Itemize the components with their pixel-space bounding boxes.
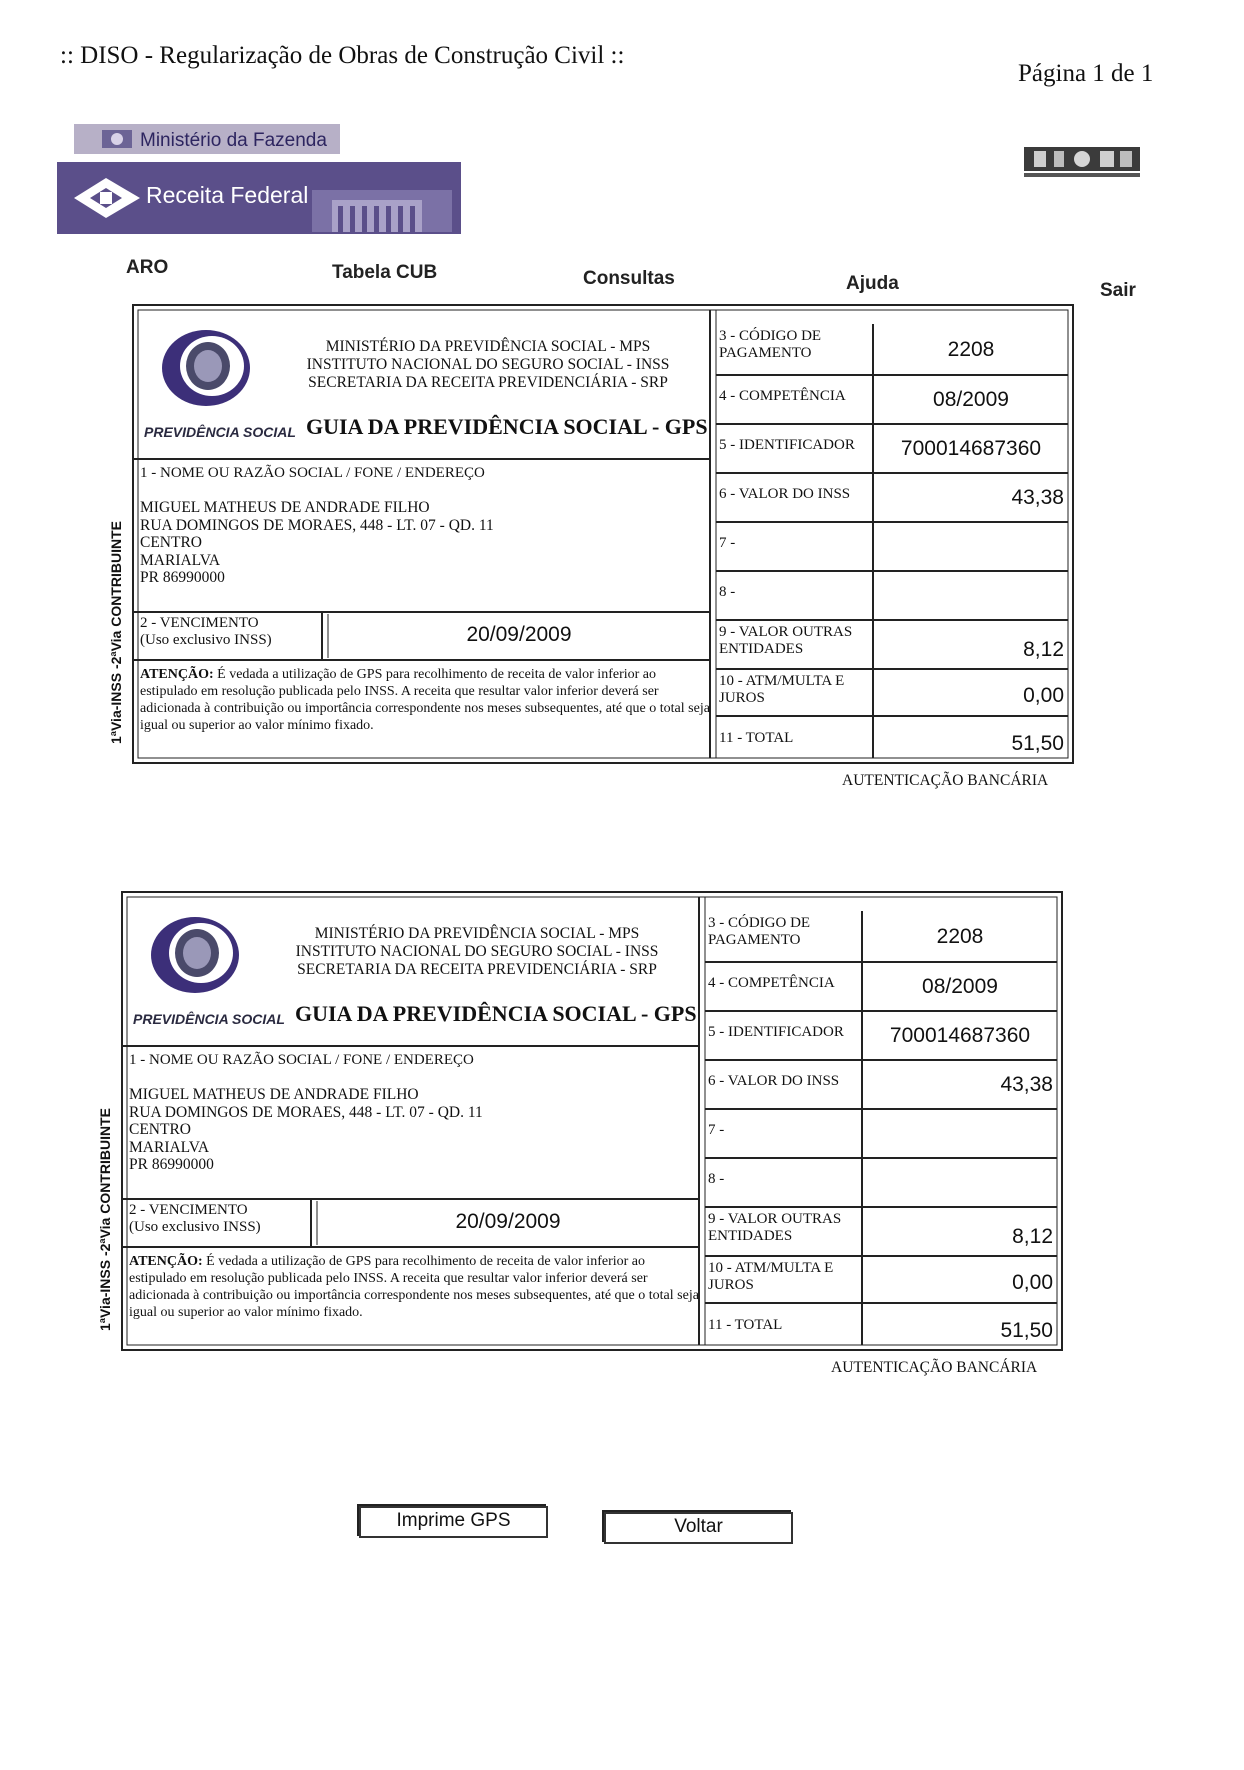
field-4-label: 4 - COMPETÊNCIA (708, 975, 835, 991)
ministry-label: Ministério da Fazenda (140, 130, 327, 151)
taxpayer-district: CENTRO (140, 534, 202, 551)
field-1-label: 1 - NOME OU RAZÃO SOCIAL / FONE / ENDEREÇO (140, 465, 485, 481)
attention-text: É vedada a utilização de GPS para recolhimento de receita de valor inferior ao estipulado em resolução publicada pelo INSS. A receita que resultar valor inferior deverá ser adicionada à contribuição ou importância correspondente nos meses subsequentes, até que o total seja igual ou superior ao valor mínimo fixado. (129, 1254, 699, 1320)
field-3-label-line-2: PAGAMENTO (719, 345, 812, 361)
ministry-line-srp: SECRETARIA DA RECEITA PREVIDENCIÁRIA - SRP (297, 961, 657, 978)
taxpayer-district: CENTRO (129, 1121, 191, 1138)
attention-text: É vedada a utilização de GPS para recolhimento de receita de valor inferior ao estipulado em resolução publicada pelo INSS. A receita que resultar valor inferior deverá ser adicionada à contribuição ou importância correspondente nos meses subsequentes, até que o total seja igual ou superior ao valor mínimo fixado. (140, 667, 710, 733)
field-5-label: 5 - IDENTIFICADOR (708, 1024, 844, 1040)
nav-aro[interactable]: ARO (126, 257, 169, 278)
taxpayer-state-zip: PR 86990000 (140, 569, 225, 586)
field-1-label: 1 - NOME OU RAZÃO SOCIAL / FONE / ENDEREÇO (129, 1052, 474, 1068)
field-10-label-line-1: 10 - ATM/MULTA E (719, 673, 845, 689)
competencia-value: 08/2009 (922, 975, 998, 998)
nav-tabela-cub[interactable]: Tabela CUB (332, 262, 438, 283)
attention-notice (129, 1253, 699, 1321)
nav-ajuda[interactable]: Ajuda (846, 273, 899, 294)
field-3-label (708, 915, 810, 949)
autenticacao-bancaria-label: AUTENTICAÇÃO BANCÁRIA (831, 1359, 1038, 1376)
field-10-label (719, 673, 844, 707)
previdencia-logo-icon (147, 913, 243, 997)
field-7-label: 7 - (719, 535, 736, 551)
taxpayer-city: MARIALVA (140, 551, 221, 569)
atm-multa-juros-value: 0,00 (1012, 1271, 1053, 1294)
receita-federal-logo-icon (70, 172, 144, 222)
page-title: :: DISO - Regularização de Obras de Construção Civil :: (60, 42, 625, 69)
field-8-label: 8 - (708, 1171, 725, 1187)
field-11-label: 11 - TOTAL (719, 730, 794, 746)
back-button[interactable]: Voltar (604, 1512, 793, 1544)
field-4-label: 4 - COMPETÊNCIA (719, 388, 846, 404)
attention-heading: ATENÇÃO: (140, 667, 214, 682)
codigo-pagamento-value: 2208 (936, 925, 984, 948)
total-value: 51,50 (1000, 1319, 1053, 1342)
field-10-label-line-2: JUROS (708, 1277, 754, 1293)
field-7-label: 7 - (708, 1122, 725, 1138)
previdencia-social-label: PREVIDÊNCIA SOCIAL (144, 424, 296, 440)
field-2-label-line-1: 2 - VENCIMENTO (140, 615, 259, 631)
attention-heading: ATENÇÃO: (129, 1254, 203, 1269)
field-3-label-line-1: 3 - CÓDIGO DE (719, 328, 822, 344)
ministry-emblem-icon (100, 126, 134, 152)
page-indicator: Página 1 de 1 (1018, 60, 1154, 87)
field-3-label-line-1: 3 - CÓDIGO DE (708, 915, 811, 931)
field-10-label (708, 1260, 833, 1294)
building-image-icon (312, 190, 452, 232)
gps-form-copy-2 (97, 889, 1099, 1376)
receita-federal-label: Receita Federal (146, 182, 309, 208)
field-9-label-line-2: ENTIDADES (708, 1228, 793, 1244)
nav-sair[interactable]: Sair (1100, 280, 1136, 301)
valor-inss-value: 43,38 (1011, 486, 1064, 509)
autenticacao-bancaria-label: AUTENTICAÇÃO BANCÁRIA (842, 772, 1049, 789)
field-9-label-line-2: ENTIDADES (719, 641, 804, 657)
field-10-label-line-1: 10 - ATM/MULTA E (708, 1260, 834, 1276)
field-10-label-line-2: JUROS (719, 690, 765, 706)
taxpayer-street: RUA DOMINGOS DE MORAES, 448 - LT. 07 - QD. 11 (129, 1103, 483, 1121)
vencimento-value: 20/09/2009 (455, 1210, 561, 1233)
ministry-header (288, 338, 688, 392)
ministry-header (277, 925, 677, 979)
previdencia-logo-icon (158, 326, 254, 410)
taxpayer-state-zip: PR 86990000 (129, 1156, 214, 1173)
print-gps-button[interactable]: Imprime GPS (359, 1506, 548, 1538)
field-6-label: 6 - VALOR DO INSS (719, 486, 851, 502)
field-2-label (129, 1202, 261, 1236)
atm-multa-juros-value: 0,00 (1023, 684, 1064, 707)
valor-inss-value: 43,38 (1000, 1073, 1053, 1096)
field-3-label-line-2: PAGAMENTO (708, 932, 801, 948)
valor-outras-entidades-value: 8,12 (1012, 1225, 1053, 1248)
ministry-line-inss: INSTITUTO NACIONAL DO SEGURO SOCIAL - INSS (306, 356, 670, 373)
ministry-line-srp: SECRETARIA DA RECEITA PREVIDENCIÁRIA - SRP (308, 374, 668, 391)
field-11-label: 11 - TOTAL (708, 1317, 783, 1333)
ministry-line-mps: MINISTÉRIO DA PREVIDÊNCIA SOCIAL - MPS (314, 925, 640, 942)
field-9-label-line-1: 9 - VALOR OUTRAS (708, 1211, 842, 1227)
ministry-line-mps: MINISTÉRIO DA PREVIDÊNCIA SOCIAL - MPS (325, 338, 651, 355)
identificador-value: 700014687360 (889, 1024, 1031, 1047)
taxpayer-name: MIGUEL MATHEUS DE ANDRADE FILHO (140, 499, 430, 516)
field-2-label-line-2: (Uso exclusivo INSS) (140, 632, 272, 648)
competencia-value: 08/2009 (933, 388, 1009, 411)
gps-form-copy-1 (108, 302, 1110, 789)
attention-notice (140, 666, 710, 734)
total-value: 51,50 (1011, 732, 1064, 755)
taxpayer-info (129, 1086, 483, 1174)
nav-consultas[interactable]: Consultas (583, 268, 675, 289)
field-2-label-line-1: 2 - VENCIMENTO (129, 1202, 248, 1218)
field-9-label (708, 1211, 841, 1245)
taxpayer-city: MARIALVA (129, 1138, 210, 1156)
field-5-label: 5 - IDENTIFICADOR (719, 437, 855, 453)
field-3-label (719, 328, 821, 362)
via-side-label: 1ªVia-INSS -2ªVia CONTRIBUINTE (97, 1107, 113, 1331)
field-2-label (140, 615, 272, 649)
gps-title: GUIA DA PREVIDÊNCIA SOCIAL - GPS (295, 1001, 697, 1026)
identificador-value: 700014687360 (900, 437, 1042, 460)
codigo-pagamento-value: 2208 (947, 338, 995, 361)
field-8-label: 8 - (719, 584, 736, 600)
valor-outras-entidades-value: 8,12 (1023, 638, 1064, 661)
field-6-label: 6 - VALOR DO INSS (708, 1073, 840, 1089)
ministry-line-inss: INSTITUTO NACIONAL DO SEGURO SOCIAL - INSS (295, 943, 659, 960)
brasil-logo-icon (1024, 145, 1140, 179)
vencimento-value: 20/09/2009 (466, 623, 572, 646)
taxpayer-info (140, 499, 494, 587)
field-9-label-line-1: 9 - VALOR OUTRAS (719, 624, 853, 640)
taxpayer-street: RUA DOMINGOS DE MORAES, 448 - LT. 07 - QD. 11 (140, 516, 494, 534)
taxpayer-name: MIGUEL MATHEUS DE ANDRADE FILHO (129, 1086, 419, 1103)
field-2-label-line-2: (Uso exclusivo INSS) (129, 1219, 261, 1235)
previdencia-social-label: PREVIDÊNCIA SOCIAL (133, 1011, 285, 1027)
gps-title: GUIA DA PREVIDÊNCIA SOCIAL - GPS (306, 414, 708, 439)
field-9-label (719, 624, 852, 658)
via-side-label: 1ªVia-INSS -2ªVia CONTRIBUINTE (108, 520, 124, 744)
